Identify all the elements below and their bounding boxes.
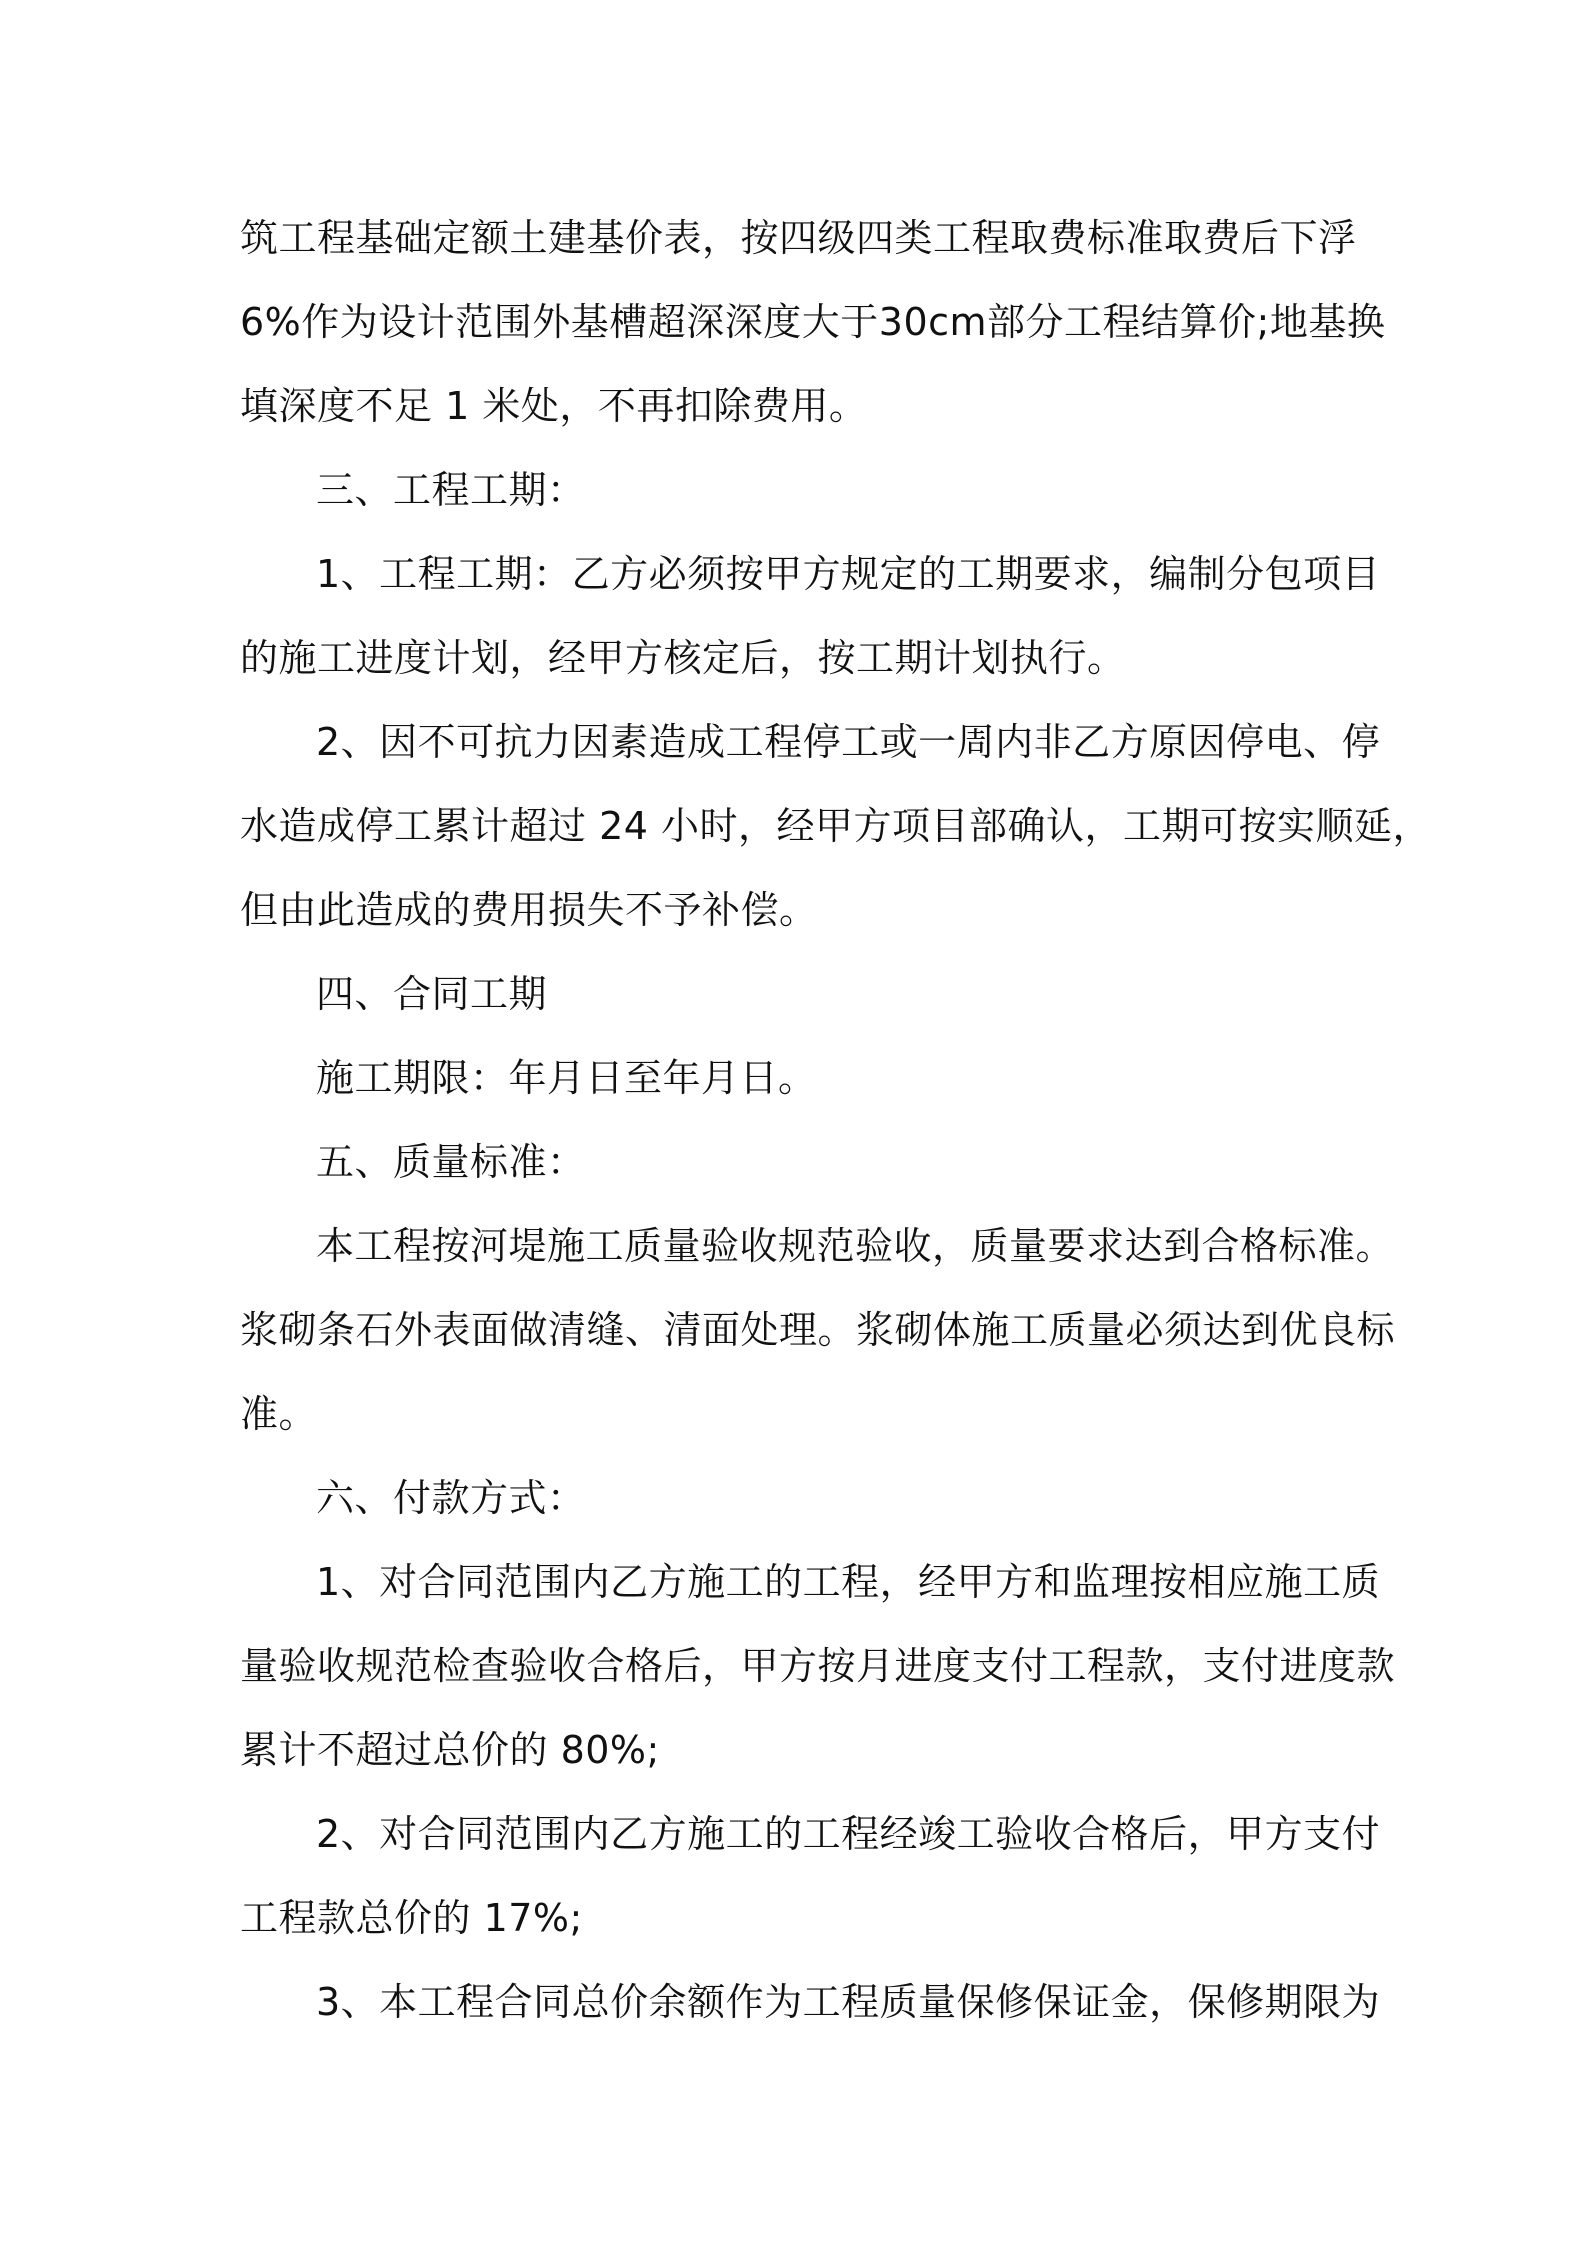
- text-line: 2、对合同范围内乙方施工的工程经竣工验收合格后，甲方支付: [316, 1812, 1381, 1856]
- text-line: 的施工进度计划，经甲方核定后，按工期计划执行。: [240, 636, 1126, 680]
- text-line: 3、本工程合同总价余额作为工程质量保修保证金，保修期限为: [316, 1980, 1381, 2024]
- text-line: 1、工程工期：乙方必须按甲方规定的工期要求，编制分包项目: [316, 552, 1381, 596]
- section-heading-contract-period: 四、合同工期: [316, 972, 548, 1016]
- text-line: 本工程按河堤施工质量验收规范验收，质量要求达到合格标准。: [316, 1224, 1395, 1268]
- text-line: 6%作为设计范围外基槽超深深度大于30cm部分工程结算价;地基换: [240, 300, 1386, 344]
- text-line: 累计不超过总价的 80%;: [240, 1728, 660, 1772]
- text-line: 水造成停工累计超过 24 小时，经甲方项目部确认，工期可按实顺延，: [240, 804, 1432, 848]
- text-line: 准。: [240, 1392, 318, 1436]
- text-line: 浆砌条石外表面做清缝、清面处理。浆砌体施工质量必须达到优良标: [240, 1308, 1396, 1352]
- text-line: 填深度不足 1 米处，不再扣除费用。: [240, 384, 868, 428]
- text-line: 但由此造成的费用损失不予补偿。: [240, 888, 818, 932]
- document-body: [240, 196, 1432, 2044]
- text-line: 筑工程基础定额土建基价表，按四级四类工程取费标准取费后下浮: [240, 216, 1357, 260]
- section-heading-schedule: 三、工程工期：: [316, 468, 586, 512]
- text-line: 施工期限：年月日至年月日。: [316, 1056, 817, 1100]
- text-line: 2、因不可抗力因素造成工程停工或一周内非乙方原因停电、停: [316, 720, 1381, 764]
- text-line: 量验收规范检查验收合格后，甲方按月进度支付工程款，支付进度款: [240, 1644, 1396, 1688]
- section-heading-quality: 五、质量标准：: [316, 1140, 586, 1184]
- text-line: 工程款总价的 17%;: [240, 1896, 583, 1940]
- text-line: 1、对合同范围内乙方施工的工程，经甲方和监理按相应施工质: [316, 1560, 1381, 1604]
- section-heading-payment: 六、付款方式：: [316, 1476, 586, 1520]
